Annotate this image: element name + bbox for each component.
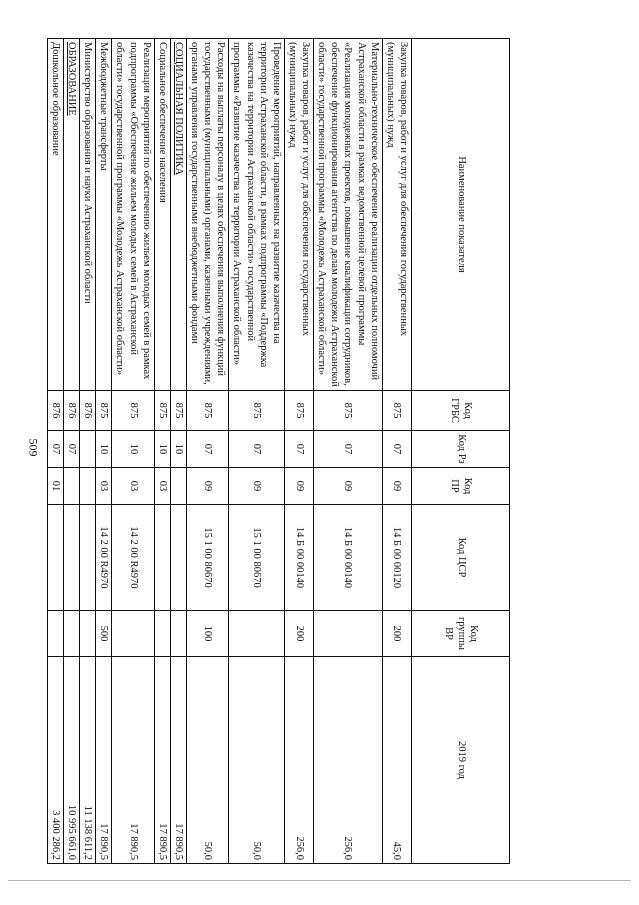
cell-csr: 14 2 00 R4970 [96, 505, 112, 611]
cell-rz: 07 [382, 431, 411, 468]
header-year: 2019 год [412, 657, 510, 864]
table-header-row [412, 39, 510, 864]
cell-vr [154, 611, 170, 657]
cell-name: Закупка товаров, работ и услуг для обеспечения государственных (муниципальных) нужд [382, 39, 411, 391]
cell-rz: 07 [314, 431, 383, 468]
cell-grbs: 876 [64, 391, 80, 431]
cell-grbs: 876 [47, 391, 63, 431]
cell-vr [170, 611, 186, 657]
cell-grbs: 876 [80, 391, 96, 431]
table-row [284, 39, 313, 864]
cell-pr: 09 [314, 468, 383, 505]
cell-csr: 15 1 00 80670 [187, 505, 229, 611]
cell-value: 17 890,5 [112, 657, 154, 864]
cell-vr: 100 [187, 611, 229, 657]
cell-grbs: 875 [314, 391, 383, 431]
cell-pr [64, 468, 80, 505]
table-row [80, 39, 96, 864]
cell-rz: 07 [284, 431, 313, 468]
cell-pr: 09 [229, 468, 285, 505]
cell-grbs: 875 [382, 391, 411, 431]
cell-rz [80, 431, 96, 468]
table-row [229, 39, 285, 864]
cell-rz: 07 [229, 431, 285, 468]
cell-pr: 01 [47, 468, 63, 505]
cell-grbs: 875 [96, 391, 112, 431]
header-grbs: Код ГРБС [412, 391, 510, 431]
cell-vr: 200 [382, 611, 411, 657]
cell-grbs: 875 [112, 391, 154, 431]
cell-value: 17 890,5 [96, 657, 112, 864]
cell-name: Дошкольное образование [47, 39, 63, 391]
cell-name: СОЦИАЛЬНАЯ ПОЛИТИКА [170, 39, 186, 391]
cell-grbs: 875 [154, 391, 170, 431]
cell-csr [154, 505, 170, 611]
cell-value: 50,0 [229, 657, 285, 864]
table-row [47, 39, 63, 864]
cell-pr: 09 [284, 468, 313, 505]
cell-pr [170, 468, 186, 505]
header-vr: Код группы ВР [412, 611, 510, 657]
cell-vr [112, 611, 154, 657]
table-body [47, 39, 411, 864]
cell-vr [47, 611, 63, 657]
header-csr: Код ЦСР [412, 505, 510, 611]
cell-value: 45,0 [382, 657, 411, 864]
cell-value: 256,0 [284, 657, 313, 864]
table-row [314, 39, 383, 864]
cell-csr: 14 Б 00 00140 [314, 505, 383, 611]
cell-name: Материально-техническое обеспечение реализации отдельных полномочий Астраханской области в рамках ведомственной целевой программы «Реализация молодежных проектов, повышение квалификации сотрудников, обеспечение функционирования агентства по делам молодежи Астраханской области» государственной программы «Молодежь Астраханской области» [314, 39, 383, 391]
cell-pr: 03 [96, 468, 112, 505]
cell-name: Расходы на выплаты персоналу в целях обеспечения выполнения функций государственными (муниципальными) органами, казенными учреждениями, органами управления государственными внебюджетными фондами [187, 39, 229, 391]
cell-value: 50,0 [187, 657, 229, 864]
header-rz: Код Рз [412, 431, 510, 468]
cell-rz: 10 [112, 431, 154, 468]
cell-value: 10 995 661,0 [64, 657, 80, 864]
cell-csr [64, 505, 80, 611]
cell-csr: 15 1 00 80670 [229, 505, 285, 611]
page-bottom-rule [8, 880, 631, 881]
table-row [64, 39, 80, 864]
table-row [96, 39, 112, 864]
cell-vr: 500 [96, 611, 112, 657]
table-row [112, 39, 154, 864]
cell-csr: 14 2 00 R4970 [112, 505, 154, 611]
table-row [170, 39, 186, 864]
header-name: Наименование показателя [412, 39, 510, 391]
cell-csr [170, 505, 186, 611]
cell-pr: 09 [187, 468, 229, 505]
cell-rz: 07 [64, 431, 80, 468]
cell-csr: 14 Б 00 00140 [284, 505, 313, 611]
cell-csr: 14 Б 00 00120 [382, 505, 411, 611]
cell-vr [229, 611, 285, 657]
cell-grbs: 875 [284, 391, 313, 431]
cell-rz: 07 [47, 431, 63, 468]
cell-vr: 200 [284, 611, 313, 657]
cell-name: Министерство образования и науки Астраханской области [80, 39, 96, 391]
cell-value: 3 400 286,2 [47, 657, 63, 864]
table-row [187, 39, 229, 864]
cell-value: 17 890,5 [154, 657, 170, 864]
cell-vr [64, 611, 80, 657]
cell-name: Закупка товаров, работ и услуг для обеспечения государственных (муниципальных) нужд [284, 39, 313, 391]
rotated-page [50, 38, 510, 863]
cell-rz: 10 [154, 431, 170, 468]
table-row [382, 39, 411, 864]
cell-csr [80, 505, 96, 611]
cell-grbs: 875 [187, 391, 229, 431]
cell-pr: 09 [382, 468, 411, 505]
budget-table [47, 38, 510, 864]
cell-csr [47, 505, 63, 611]
cell-grbs: 875 [229, 391, 285, 431]
cell-vr [314, 611, 383, 657]
cell-name: Проведение мероприятий, направленных на развитие казачества на территории Астраханской области, в рамках подпрограммы «Поддержка казачества на территории Астраханской области» государственной программы «Развитие казачества на территории Астраханской области» [229, 39, 285, 391]
cell-vr [80, 611, 96, 657]
cell-value: 17 890,5 [170, 657, 186, 864]
cell-grbs: 875 [170, 391, 186, 431]
cell-pr: 03 [112, 468, 154, 505]
cell-name: Социальное обеспечение населения [154, 39, 170, 391]
cell-rz: 10 [170, 431, 186, 468]
cell-value: 11 138 611,2 [80, 657, 96, 864]
cell-rz: 07 [187, 431, 229, 468]
header-pr: Код ПР [412, 468, 510, 505]
cell-value: 256,0 [314, 657, 383, 864]
cell-pr [80, 468, 96, 505]
cell-rz: 10 [96, 431, 112, 468]
page-number: 509 [26, 438, 41, 457]
cell-name: ОБРАЗОВАНИЕ [64, 39, 80, 391]
cell-name: Межбюджетные трансферты [96, 39, 112, 391]
budget-table-container [50, 38, 510, 863]
cell-name: Реализация мероприятий по обеспечению жильем молодых семей в рамках подпрограммы «Обеспечение жильем молодых семей в Астраханской области» государственной программы «Молодежь Астраханской области» [112, 39, 154, 391]
table-row [154, 39, 170, 864]
cell-pr: 03 [154, 468, 170, 505]
